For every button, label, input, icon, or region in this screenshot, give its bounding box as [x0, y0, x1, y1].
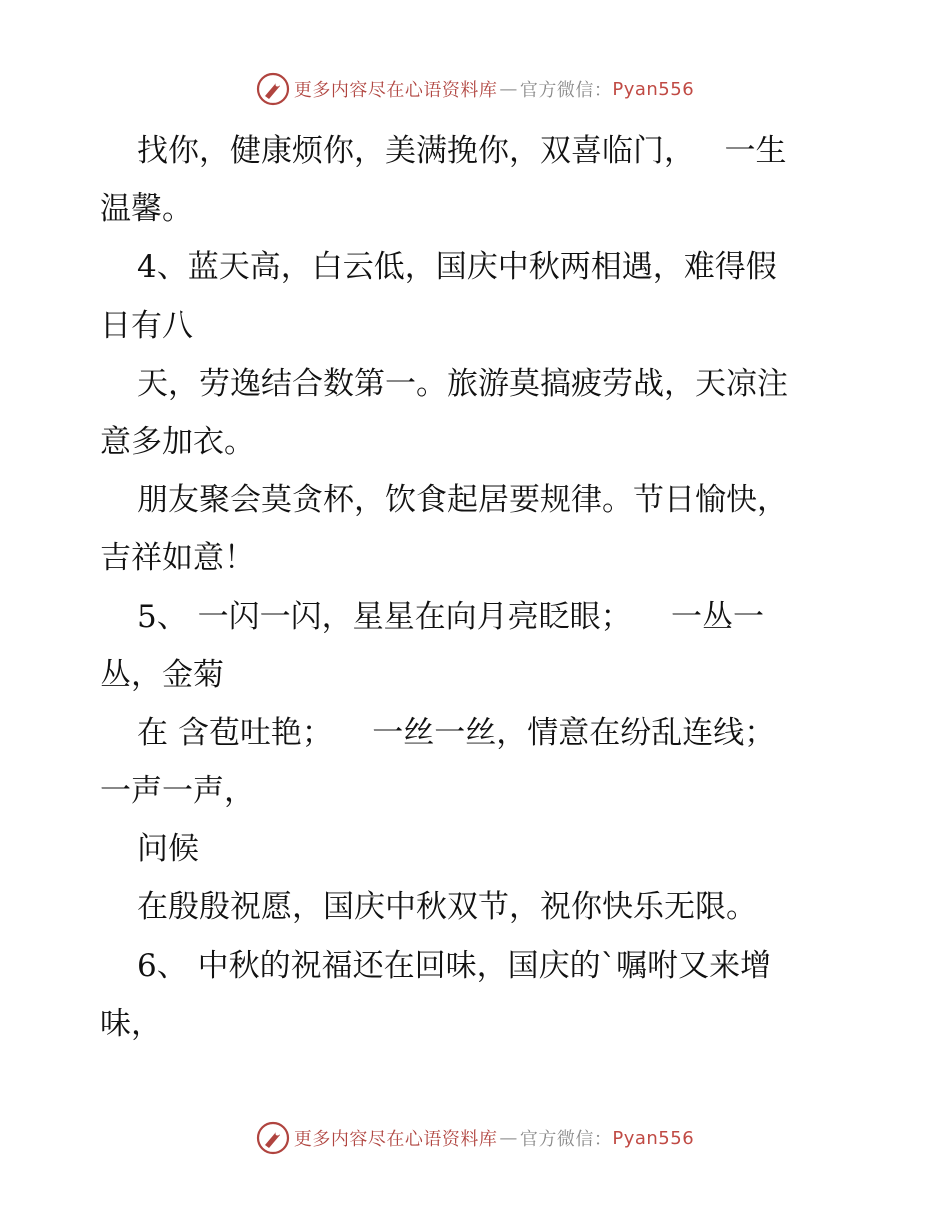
pen-nib-logo-icon — [256, 1121, 290, 1155]
header-watermark — [0, 72, 950, 106]
text-line: 5、 一闪一闪，星星在向月亮眨眼； 一丛一 — [137, 598, 764, 635]
watermark-label: 官方微信： — [519, 1129, 613, 1150]
text-line: 问候 — [137, 831, 199, 868]
watermark-wechat-id: Pyan556 — [612, 78, 695, 100]
text-line: 6、 中秋的祝福还在回味，国庆的`嘱咐又来增 — [137, 947, 772, 984]
watermark-wechat-id: Pyan556 — [612, 1127, 695, 1149]
footer-watermark — [0, 1121, 950, 1155]
watermark-label: 官方微信： — [519, 80, 613, 101]
text-line: 在 含苞吐艳； 一丝一丝，情意在纷乱连线； — [137, 714, 776, 751]
text-line: 4、蓝天高，白云低，国庆中秋两相遇，难得假 — [137, 249, 777, 286]
text-line: 日有八 — [100, 307, 193, 344]
text-line: 丛，金菊 — [100, 656, 224, 693]
text-line: 温馨。 — [100, 191, 193, 228]
text-line: 找你，健康烦你，美满挽你，双喜临门， 一生 — [137, 133, 787, 169]
text-line: 在殷殷祝愿，国庆中秋双节，祝你快乐无限。 — [137, 889, 757, 926]
text-line: 朋友聚会莫贪杯，饮食起居要规律。节日愉快， — [137, 482, 788, 519]
watermark-dash: — — [499, 1127, 518, 1149]
text-line: 吉祥如意！ — [100, 540, 255, 577]
watermark-main-text: 更多内容尽在心语资料库 — [293, 80, 498, 101]
text-line: 味， — [100, 1005, 162, 1042]
text-line: 天，劳逸结合数第一。旅游莫搞疲劳战，天凉注 — [137, 365, 788, 402]
pen-nib-logo-icon — [256, 72, 290, 106]
text-line: 意多加衣。 — [100, 423, 255, 460]
text-line: 一声一声， — [100, 773, 255, 810]
watermark-main-text: 更多内容尽在心语资料库 — [293, 1129, 498, 1150]
document-body — [100, 122, 860, 1053]
watermark-dash: — — [499, 78, 518, 100]
